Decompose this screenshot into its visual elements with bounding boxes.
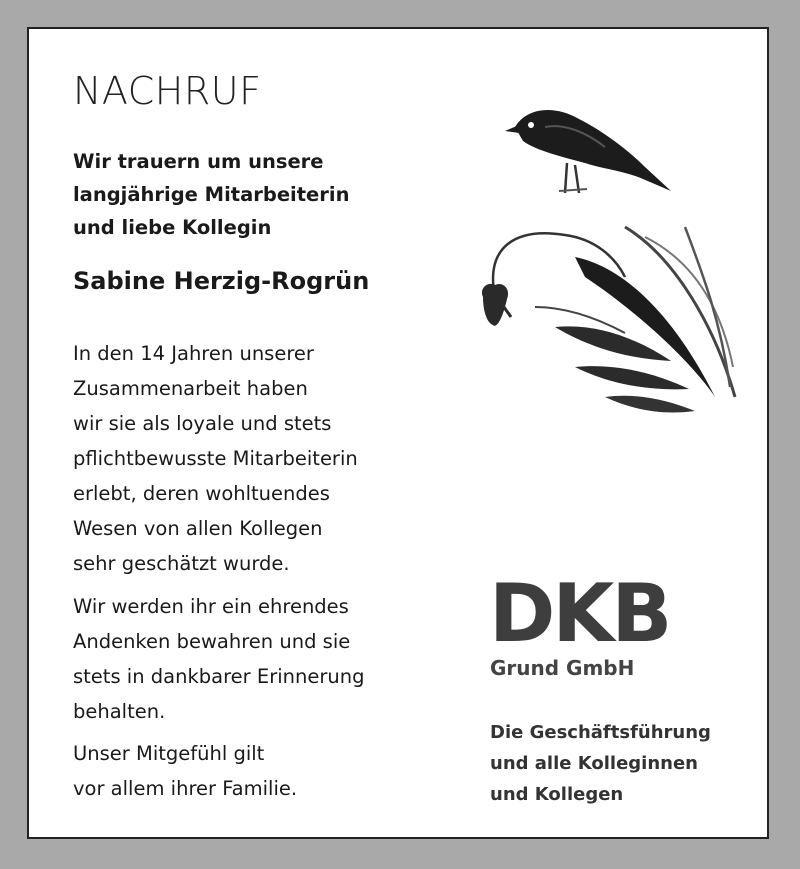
- intro-line: und liebe Kollegin: [73, 216, 272, 239]
- paragraph-condolence: [73, 736, 297, 806]
- text-line: sehr geschätzt wurde.: [73, 552, 290, 575]
- signature-block: [490, 717, 711, 810]
- text-line: erlebt, deren wohltuendes: [73, 482, 330, 505]
- intro-text: [73, 145, 349, 244]
- text-line: Wesen von allen Kollegen: [73, 517, 323, 540]
- paragraph-tribute: [73, 336, 358, 581]
- obituary-card: [27, 27, 769, 839]
- text-line: Andenken bewahren und sie: [73, 630, 351, 653]
- text-line: Zusammenarbeit haben: [73, 377, 308, 400]
- intro-line: Wir trauern um unsere: [73, 150, 324, 173]
- text-line: wir sie als loyale und stets: [73, 412, 332, 435]
- page-title: NACHRUF: [73, 69, 262, 113]
- text-line: In den 14 Jahren unserer: [73, 342, 314, 365]
- text-line: Wir werden ihr ein ehrendes: [73, 595, 349, 618]
- text-line: pflichtbewusste Mitarbeiterin: [73, 447, 358, 470]
- text-line: vor allem ihrer Familie.: [73, 777, 298, 800]
- company-logo-subtitle: Grund GmbH: [490, 656, 635, 680]
- intro-line: langjährige Mitarbeiterin: [73, 183, 350, 206]
- leaves-icon: [535, 227, 735, 412]
- text-line: stets in dankbarer Erinnerung: [73, 665, 365, 688]
- bird-icon: [505, 110, 671, 193]
- deceased-name: Sabine Herzig-Rogrün: [73, 267, 370, 295]
- signature-line: und Kollegen: [490, 784, 624, 805]
- paragraph-remembrance: [73, 589, 364, 729]
- company-logo: DKB: [489, 567, 670, 660]
- text-line: behalten.: [73, 700, 166, 723]
- signature-line: Die Geschäftsführung: [490, 722, 711, 743]
- bird-on-branch-icon: [475, 67, 745, 427]
- signature-line: und alle Kolleginnen: [490, 753, 698, 774]
- text-line: Unser Mitgefühl gilt: [73, 742, 265, 765]
